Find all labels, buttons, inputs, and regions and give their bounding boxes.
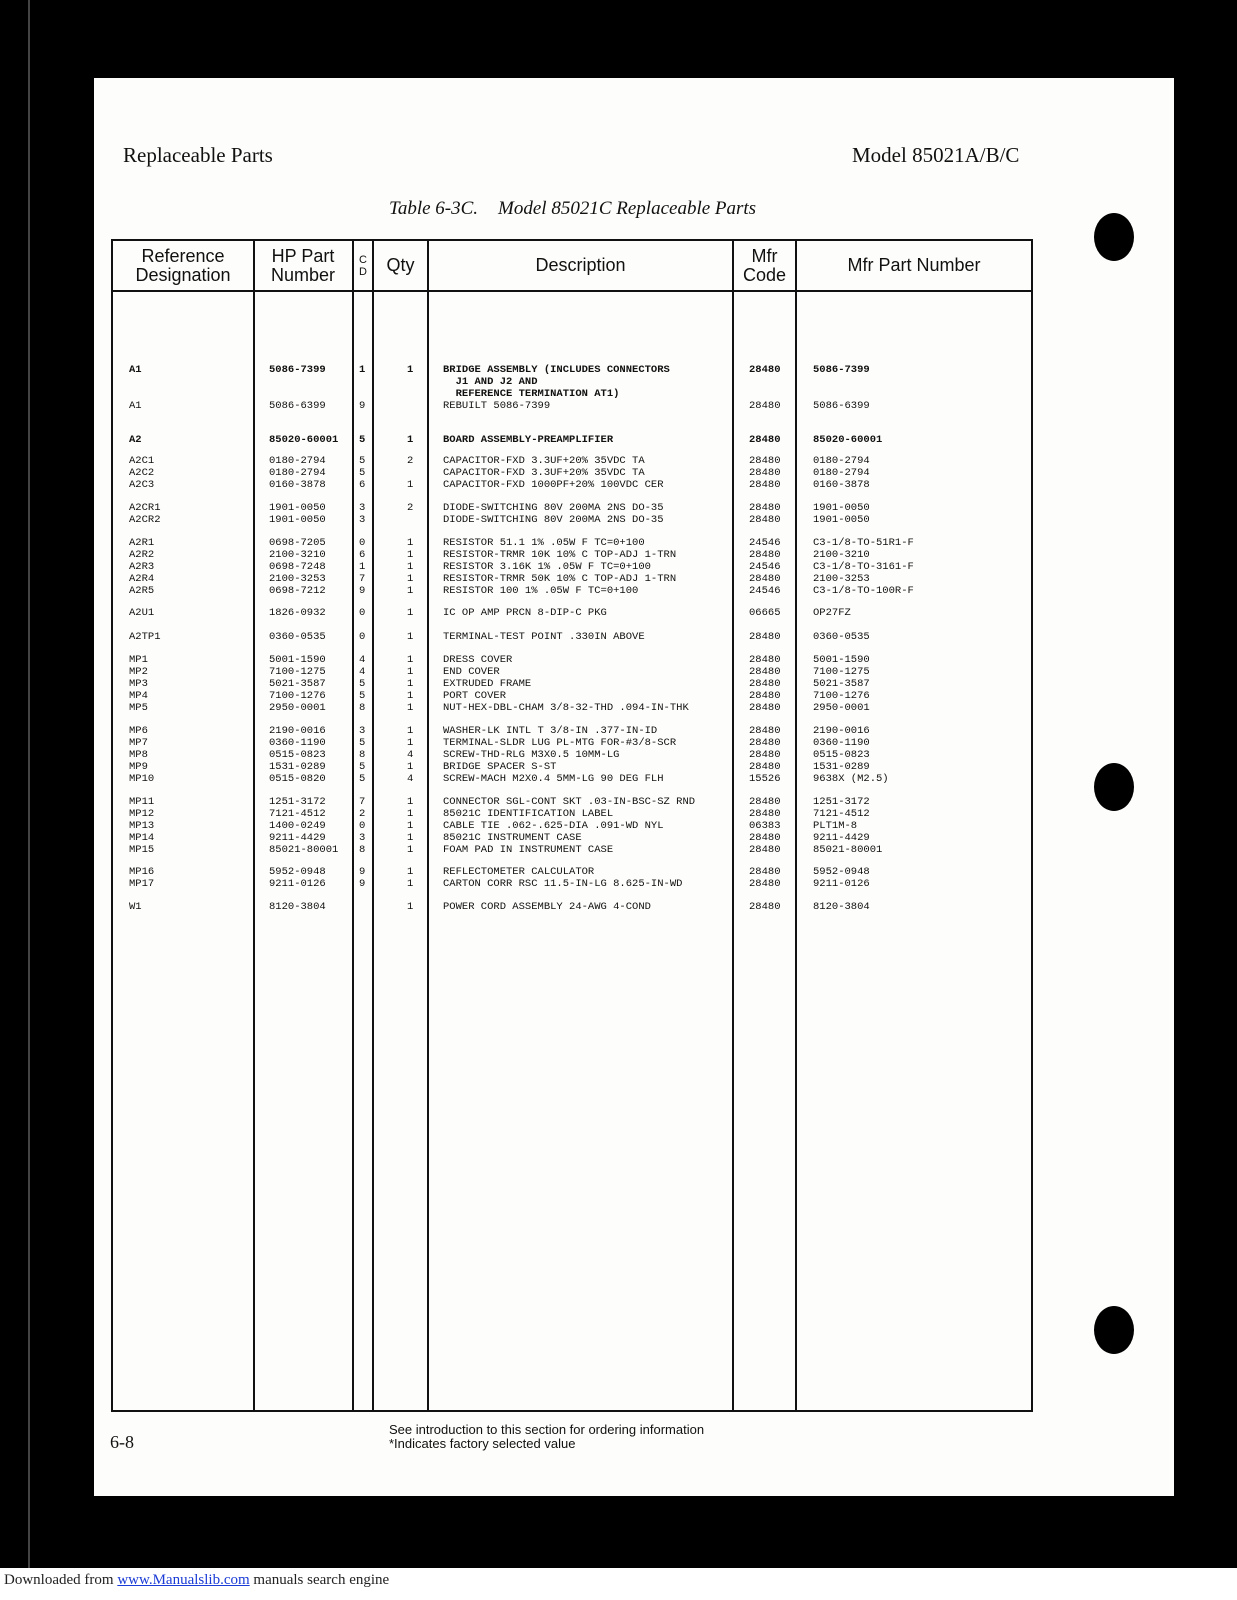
cell-ref: A2R1 [129, 537, 155, 549]
cell-cd: 5 [359, 434, 366, 446]
cell-ref: W1 [129, 901, 142, 913]
cell-qty: 1 [407, 654, 414, 666]
cell-cd: 3 [359, 832, 366, 844]
cell-ref: A2TP1 [129, 631, 161, 643]
cell-cd: 3 [359, 502, 366, 514]
table-number: Table 6-3C. [389, 198, 479, 219]
cell-mfr-code: 28480 [749, 901, 781, 913]
download-banner [4, 1572, 389, 1589]
cell-cd: 6 [359, 549, 366, 561]
cell-cd: 0 [359, 607, 366, 619]
cell-qty: 1 [407, 702, 414, 714]
col-header-mfr-part: Mfr Part Number [847, 255, 981, 275]
cell-cd: 3 [359, 514, 366, 526]
cell-description: SCREW-THD-RLG M3X0.5 10MM-LG [443, 749, 620, 761]
col-header-description: Description [535, 255, 626, 275]
cell-qty: 1 [407, 832, 414, 844]
cell-ref: MP14 [129, 832, 155, 844]
cell-cd: 2 [359, 808, 366, 820]
cell-mfr-code: 28480 [749, 455, 781, 467]
cell-mfr-code: 28480 [749, 400, 781, 412]
cell-mfr-part: 0180-2794 [813, 455, 870, 467]
column-divider [352, 241, 354, 1410]
cell-mfr-part: 0160-3878 [813, 479, 870, 491]
cell-hp-part: 9211-4429 [269, 832, 326, 844]
cell-description: REFLECTOMETER CALCULATOR [443, 866, 595, 878]
cell-ref: MP12 [129, 808, 155, 820]
cell-description: FOAM PAD IN INSTRUMENT CASE [443, 844, 614, 856]
cell-description: PORT COVER [443, 690, 507, 702]
cell-mfr-code: 28480 [749, 502, 781, 514]
cell-hp-part: 0515-0823 [269, 749, 326, 761]
parts-table [111, 239, 1033, 1412]
scan-edge-line [28, 0, 30, 1568]
download-suffix: manuals search engine [249, 1572, 390, 1588]
cell-hp-part: 85021-80001 [269, 844, 339, 856]
cell-cd: 5 [359, 678, 366, 690]
cell-description: CABLE TIE .062-.625-DIA .091-WD NYL [443, 820, 664, 832]
cell-hp-part: 8120-3804 [269, 901, 326, 913]
column-divider [732, 241, 734, 1410]
cell-cd: 8 [359, 844, 366, 856]
cell-ref: A2C3 [129, 479, 155, 491]
cell-mfr-part: C3-1/8-TO-3161-F [813, 561, 914, 573]
cell-mfr-code: 06383 [749, 820, 781, 832]
col-header-cd: C D [359, 253, 367, 278]
cell-mfr-part: C3-1/8-TO-51R1-F [813, 537, 914, 549]
binder-hole [1094, 1306, 1134, 1354]
cell-ref: MP8 [129, 749, 148, 761]
cell-ref: A2CR2 [129, 514, 161, 526]
cell-description: TERMINAL-SLDR LUG PL-MTG FOR-#3/8-SCR [443, 737, 677, 749]
cell-hp-part: 0180-2794 [269, 455, 326, 467]
binder-hole [1094, 763, 1134, 811]
footer-note-line: See introduction to this section for ordering information [389, 1422, 705, 1437]
cell-qty: 1 [407, 844, 414, 856]
cell-hp-part: 0160-3878 [269, 479, 326, 491]
cell-mfr-code: 24546 [749, 561, 781, 573]
cell-mfr-part: 7121-4512 [813, 808, 870, 820]
cell-mfr-part: PLT1M-8 [813, 820, 858, 832]
col-header-mfr-code: Mfr Code [742, 245, 787, 285]
cell-mfr-part: 0360-0535 [813, 631, 870, 643]
cell-hp-part: 85020-60001 [269, 434, 339, 446]
cell-qty: 1 [407, 607, 414, 619]
cell-mfr-code: 28480 [749, 844, 781, 856]
cell-mfr-part: 5086-6399 [813, 400, 870, 412]
page-number: 6-8 [110, 1432, 134, 1452]
cell-description: RESISTOR 100 1% .05W F TC=0+100 [443, 585, 639, 597]
cell-description: CONNECTOR SGL-CONT SKT .03-IN-BSC-SZ RND [443, 796, 696, 808]
cell-mfr-part: 85021-80001 [813, 844, 883, 856]
cell-description: BRIDGE ASSEMBLY (INCLUDES CONNECTORS J1 AND J2 AND REFERENCE TERMINATION AT1) [443, 364, 670, 400]
cell-ref: MP11 [129, 796, 155, 808]
cell-mfr-part: 2100-3253 [813, 573, 870, 585]
cell-hp-part: 5021-3587 [269, 678, 326, 690]
col-header-ref: Reference Designation [135, 245, 231, 285]
cell-cd: 9 [359, 585, 366, 597]
cell-cd: 9 [359, 400, 366, 412]
cell-description: DRESS COVER [443, 654, 513, 666]
cell-hp-part: 0698-7205 [269, 537, 326, 549]
cell-ref: MP16 [129, 866, 155, 878]
cell-cd: 0 [359, 820, 366, 832]
cell-qty: 1 [407, 678, 414, 690]
cell-mfr-part: 2950-0001 [813, 702, 870, 714]
cell-description: BOARD ASSEMBLY-PREAMPLIFIER [443, 434, 614, 446]
cell-mfr-code: 28480 [749, 514, 781, 526]
cell-mfr-code: 28480 [749, 749, 781, 761]
cell-ref: MP4 [129, 690, 148, 702]
cell-description: CARTON CORR RSC 11.5-IN-LG 8.625-IN-WD [443, 878, 683, 890]
cell-mfr-code: 28480 [749, 725, 781, 737]
section-title: Replaceable Parts [123, 143, 273, 167]
cell-hp-part: 1826-0932 [269, 607, 326, 619]
cell-qty: 4 [407, 749, 414, 761]
header-divider [113, 290, 1031, 292]
cell-mfr-code: 28480 [749, 678, 781, 690]
cell-mfr-code: 28480 [749, 702, 781, 714]
cell-hp-part: 0180-2794 [269, 467, 326, 479]
cell-description: RESISTOR 51.1 1% .05W F TC=0+100 [443, 537, 645, 549]
cell-description: TERMINAL-TEST POINT .330IN ABOVE [443, 631, 645, 643]
cell-cd: 0 [359, 537, 366, 549]
cell-ref: MP1 [129, 654, 148, 666]
cell-qty: 1 [407, 561, 414, 573]
cell-cd: 9 [359, 878, 366, 890]
cell-mfr-code: 24546 [749, 585, 781, 597]
cell-qty: 1 [407, 434, 414, 446]
cell-mfr-part: 5001-1590 [813, 654, 870, 666]
cell-description: END COVER [443, 666, 500, 678]
cell-qty: 1 [407, 537, 414, 549]
cell-qty: 1 [407, 479, 414, 491]
cell-qty: 1 [407, 549, 414, 561]
cell-mfr-part: 1531-0289 [813, 761, 870, 773]
cell-hp-part: 2950-0001 [269, 702, 326, 714]
cell-hp-part: 7121-4512 [269, 808, 326, 820]
cell-cd: 5 [359, 467, 366, 479]
cell-description: EXTRUDED FRAME [443, 678, 532, 690]
cell-qty: 1 [407, 585, 414, 597]
cell-mfr-code: 28480 [749, 866, 781, 878]
cell-mfr-code: 28480 [749, 666, 781, 678]
cell-cd: 3 [359, 725, 366, 737]
cell-mfr-code: 28480 [749, 631, 781, 643]
cell-hp-part: 9211-0126 [269, 878, 326, 890]
cell-ref: MP2 [129, 666, 148, 678]
cell-ref: A2R2 [129, 549, 155, 561]
column-divider [372, 241, 374, 1410]
cell-description: WASHER-LK INTL T 3/8-IN .377-IN-ID [443, 725, 658, 737]
cell-ref: MP17 [129, 878, 155, 890]
cell-hp-part: 2190-0016 [269, 725, 326, 737]
cell-qty: 1 [407, 820, 414, 832]
cell-mfr-code: 06665 [749, 607, 781, 619]
cell-mfr-part: 2190-0016 [813, 725, 870, 737]
download-prefix: Downloaded from [4, 1572, 118, 1588]
cell-hp-part: 5001-1590 [269, 654, 326, 666]
cell-cd: 5 [359, 455, 366, 467]
cell-qty: 1 [407, 796, 414, 808]
table-title [389, 198, 776, 220]
footer-note [389, 1423, 704, 1451]
cell-qty: 1 [407, 631, 414, 643]
cell-cd: 6 [359, 479, 366, 491]
cell-hp-part: 1901-0050 [269, 514, 326, 526]
column-divider [427, 241, 429, 1410]
cell-description: POWER CORD ASSEMBLY 24-AWG 4-COND [443, 901, 651, 913]
cell-description: NUT-HEX-DBL-CHAM 3/8-32-THD .094-IN-THK [443, 702, 689, 714]
cell-ref: A1 [129, 364, 142, 376]
cell-hp-part: 1901-0050 [269, 502, 326, 514]
cell-mfr-part: 8120-3804 [813, 901, 870, 913]
cell-cd: 5 [359, 773, 366, 785]
cell-ref: A2R3 [129, 561, 155, 573]
table-caption: Model 85021C Replaceable Parts [498, 198, 757, 219]
cell-mfr-part: 1901-0050 [813, 502, 870, 514]
cell-qty: 1 [407, 364, 414, 376]
cell-qty: 1 [407, 573, 414, 585]
cell-hp-part: 1251-3172 [269, 796, 326, 808]
cell-mfr-part: 7100-1275 [813, 666, 870, 678]
cell-hp-part: 7100-1276 [269, 690, 326, 702]
cell-hp-part: 5086-7399 [269, 364, 326, 376]
cell-mfr-part: 5086-7399 [813, 364, 870, 376]
cell-mfr-code: 28480 [749, 878, 781, 890]
cell-mfr-part: 0180-2794 [813, 467, 870, 479]
cell-description: DIODE-SWITCHING 80V 200MA 2NS DO-35 [443, 502, 664, 514]
cell-hp-part: 5086-6399 [269, 400, 326, 412]
cell-hp-part: 1531-0289 [269, 761, 326, 773]
cell-mfr-part: 7100-1276 [813, 690, 870, 702]
cell-qty: 1 [407, 666, 414, 678]
cell-description: 85021C IDENTIFICATION LABEL [443, 808, 614, 820]
cell-mfr-code: 28480 [749, 761, 781, 773]
cell-cd: 4 [359, 654, 366, 666]
cell-cd: 5 [359, 761, 366, 773]
cell-mfr-part: 5952-0948 [813, 866, 870, 878]
col-header-qty: Qty [386, 255, 415, 275]
cell-description: RESISTOR-TRMR 10K 10% C TOP-ADJ 1-TRN [443, 549, 677, 561]
cell-cd: 5 [359, 737, 366, 749]
cell-qty: 4 [407, 773, 414, 785]
cell-hp-part: 1400-0249 [269, 820, 326, 832]
cell-hp-part: 0698-7248 [269, 561, 326, 573]
cell-description: DIODE-SWITCHING 80V 200MA 2NS DO-35 [443, 514, 664, 526]
cell-qty: 1 [407, 901, 414, 913]
cell-cd: 0 [359, 631, 366, 643]
cell-cd: 8 [359, 702, 366, 714]
cell-qty: 1 [407, 690, 414, 702]
cell-qty: 1 [407, 761, 414, 773]
cell-description: CAPACITOR-FXD 1000PF+20% 100VDC CER [443, 479, 664, 491]
cell-mfr-code: 28480 [749, 573, 781, 585]
cell-qty: 1 [407, 866, 414, 878]
cell-qty: 1 [407, 878, 414, 890]
footer-note-line: *Indicates factory selected value [389, 1436, 576, 1451]
cell-description: REBUILT 5086-7399 [443, 400, 551, 412]
binder-hole [1094, 213, 1134, 261]
cell-cd: 7 [359, 573, 366, 585]
cell-qty: 2 [407, 455, 414, 467]
cell-description: SCREW-MACH M2X0.4 5MM-LG 90 DEG FLH [443, 773, 664, 785]
cell-ref: A2R4 [129, 573, 155, 585]
cell-cd: 1 [359, 364, 366, 376]
cell-mfr-part: 9638X (M2.5) [813, 773, 889, 785]
cell-cd: 1 [359, 561, 366, 573]
cell-mfr-part: 0360-1190 [813, 737, 870, 749]
cell-ref: MP9 [129, 761, 148, 773]
cell-ref: MP5 [129, 702, 148, 714]
cell-mfr-part: 9211-4429 [813, 832, 870, 844]
cell-description: CAPACITOR-FXD 3.3UF+20% 35VDC TA [443, 455, 645, 467]
cell-mfr-code: 28480 [749, 479, 781, 491]
cell-qty: 1 [407, 725, 414, 737]
cell-hp-part: 7100-1275 [269, 666, 326, 678]
cell-hp-part: 0515-0820 [269, 773, 326, 785]
cell-mfr-code: 28480 [749, 654, 781, 666]
cell-mfr-part: 1251-3172 [813, 796, 870, 808]
cell-ref: A2C1 [129, 455, 155, 467]
cell-ref: A1 [129, 400, 142, 412]
col-header-hp: HP Part Number [270, 245, 336, 285]
cell-mfr-part: 2100-3210 [813, 549, 870, 561]
cell-ref: MP15 [129, 844, 155, 856]
cell-hp-part: 2100-3253 [269, 573, 326, 585]
cell-ref: A2C2 [129, 467, 155, 479]
cell-description: RESISTOR 3.16K 1% .05W F TC=0+100 [443, 561, 651, 573]
cell-mfr-part: 85020-60001 [813, 434, 883, 446]
cell-ref: A2CR1 [129, 502, 161, 514]
cell-mfr-part: OP27FZ [813, 607, 851, 619]
column-divider [795, 241, 797, 1410]
cell-mfr-code: 28480 [749, 364, 781, 376]
cell-mfr-code: 15526 [749, 773, 781, 785]
cell-cd: 5 [359, 690, 366, 702]
cell-description: IC OP AMP PRCN 8-DIP-C PKG [443, 607, 607, 619]
cell-mfr-code: 28480 [749, 808, 781, 820]
cell-mfr-code: 24546 [749, 537, 781, 549]
cell-cd: 7 [359, 796, 366, 808]
cell-ref: MP7 [129, 737, 148, 749]
cell-ref: MP13 [129, 820, 155, 832]
cell-mfr-code: 28480 [749, 832, 781, 844]
cell-mfr-code: 28480 [749, 434, 781, 446]
cell-cd: 4 [359, 666, 366, 678]
cell-ref: MP3 [129, 678, 148, 690]
cell-qty: 1 [407, 808, 414, 820]
cell-hp-part: 2100-3210 [269, 549, 326, 561]
cell-hp-part: 5952-0948 [269, 866, 326, 878]
cell-mfr-part: C3-1/8-TO-100R-F [813, 585, 914, 597]
cell-qty: 2 [407, 502, 414, 514]
manualslib-link[interactable]: www.Manualslib.com [117, 1572, 250, 1588]
cell-mfr-code: 28480 [749, 549, 781, 561]
cell-mfr-part: 9211-0126 [813, 878, 870, 890]
cell-cd: 9 [359, 866, 366, 878]
cell-ref: MP10 [129, 773, 155, 785]
cell-mfr-code: 28480 [749, 690, 781, 702]
cell-qty: 1 [407, 737, 414, 749]
cell-description: BRIDGE SPACER S-ST [443, 761, 557, 773]
cell-ref: A2R5 [129, 585, 155, 597]
cell-description: RESISTOR-TRMR 50K 10% C TOP-ADJ 1-TRN [443, 573, 677, 585]
cell-mfr-code: 28480 [749, 467, 781, 479]
cell-ref: A2U1 [129, 607, 155, 619]
cell-ref: MP6 [129, 725, 148, 737]
column-divider [253, 241, 255, 1410]
cell-hp-part: 0698-7212 [269, 585, 326, 597]
cell-ref: A2 [129, 434, 142, 446]
cell-description: CAPACITOR-FXD 3.3UF+20% 35VDC TA [443, 467, 645, 479]
cell-hp-part: 0360-1190 [269, 737, 326, 749]
cell-mfr-code: 28480 [749, 796, 781, 808]
cell-mfr-code: 28480 [749, 737, 781, 749]
cell-mfr-part: 1901-0050 [813, 514, 870, 526]
cell-description: 85021C INSTRUMENT CASE [443, 832, 582, 844]
model-title: Model 85021A/B/C [852, 143, 1020, 167]
cell-cd: 8 [359, 749, 366, 761]
cell-mfr-part: 5021-3587 [813, 678, 870, 690]
cell-hp-part: 0360-0535 [269, 631, 326, 643]
cell-mfr-part: 0515-0823 [813, 749, 870, 761]
